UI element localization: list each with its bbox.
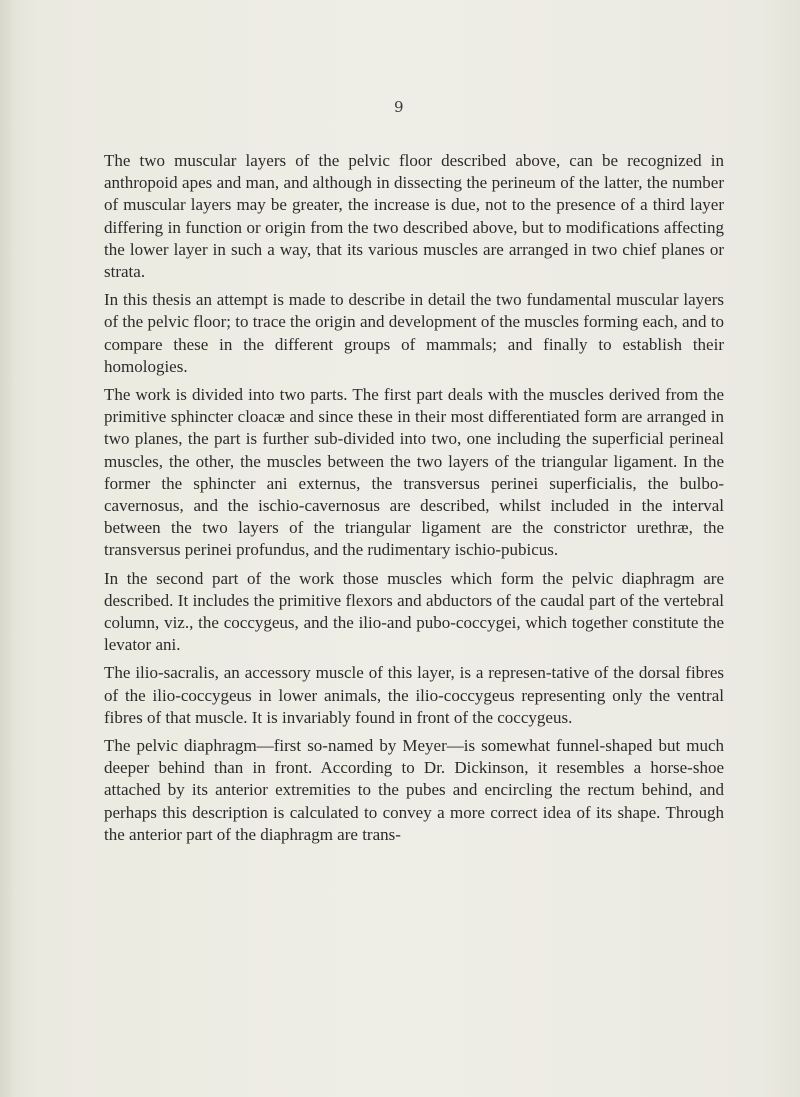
paragraph-4: In the second part of the work those muscles which form the pelvic diaphragm are described. It includes the primitive flexors and abductors of the caudal part of the vertebral column, viz., the coccygeus, and the ilio-and pubo-coccygei, which together constitute the levator ani. [104,568,724,655]
paragraph-2: In this thesis an attempt is made to describe in detail the two fundamental muscular layers of the pelvic floor; to trace the origin and development of the muscles forming each, and to compare these in the different groups of mammals; and finally to establish their homologies. [104,290,724,376]
paragraph-1: The two muscular layers of the pelvic floor described above, can be recognized in anthropoid apes and man, and although in dissecting the perineum of the latter, the number of muscular layers may be greater, the increase is due, not to the presence of a third layer differing in function or origin from the two described above, but to modifications affecting the lower layer in such a way, that its various muscles are arranged in two chief planes or strata. [104,151,724,282]
paragraph-3: The work is divided into two parts. The first part deals with the muscles derived from the primitive sphincter cloacæ and since these in their most differentiated form are arranged in two planes, the part is further sub-divided into two, one including the superficial perineal muscles, the other, the muscles between the two layers of the triangular ligament. In the former the sphincter ani externus, the transversus perinei superficialis, the bulbo-cavernosus, and the ischio-cavernosus are described, whilst included in the interval between the two layers of the triangular ligament are the constrictor urethræ, the transversus perinei profundus, and the rudimentary ischio-pubicus. [104,385,724,560]
paragraph-6: The pelvic diaphragm—first so-named by Meyer—is somewhat funnel-shaped but much deeper behind than in front. According to Dr. Dickinson, it resembles a horse-shoe attached by its anterior extremities to the pubes and encircling the rectum behind, and perhaps this description is calculated to convey a more correct idea of its shape. Through the anterior part of the diaphragm are trans- [104,736,724,844]
page-edge-shadow [0,0,14,1097]
body-text [104,150,724,852]
paragraph-5: The ilio-sacralis, an accessory muscle of this layer, is a represen-tative of the dorsal fibres of the ilio-coccygeus in lower animals, the ilio-coccygeus representing only the ventral fibres of that muscle. It is invariably found in front of the coccygeus. [104,663,724,727]
page-number: 9 [394,98,404,116]
